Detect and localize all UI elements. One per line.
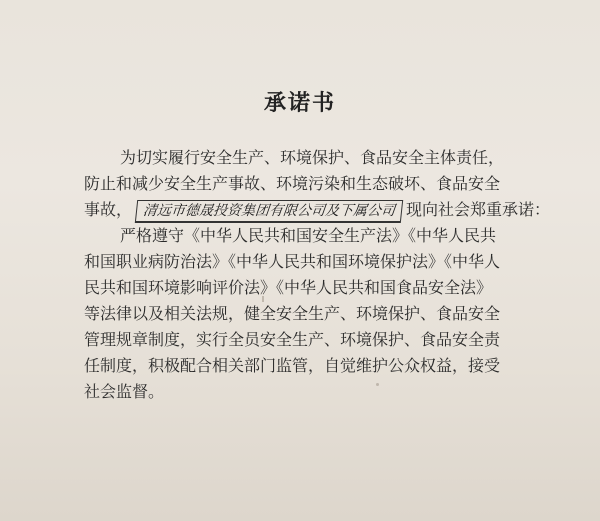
body-line-10: 社会监督。 <box>84 382 165 401</box>
line-3-prefix: 事故， <box>84 200 133 219</box>
body-line-6: 民共和国环境影响评价法》《中华人民共和国食品安全法》 <box>84 278 493 297</box>
body-line-2: 防止和减少安全生产事故、环境污染和生态破坏、食品安全 <box>84 174 501 193</box>
line-3-suffix: 现向社会郑重承诺： <box>406 200 551 219</box>
body-line-3 <box>84 197 554 223</box>
document-title: 承诺书 <box>263 90 336 116</box>
body-line-5: 和国职业病防治法》《中华人民共和国环境保护法》《中华人 <box>84 252 501 271</box>
body-line-8: 管理规章制度，实行全员安全生产、环境保护、食品安全责 <box>84 330 501 349</box>
handwritten-company-name: 清远市德晟投资集团有限公司及下属公司 <box>135 200 403 223</box>
body-line-1: 为切实履行安全生产、环境保护、食品安全主体责任， <box>120 148 505 167</box>
document-body <box>84 145 554 405</box>
body-line-7: 等法律以及相关法规，健全安全生产、环境保护、食品安全 <box>84 304 501 323</box>
body-line-9: 任制度，积极配合相关部门监管，自觉维护公众权益，接受 <box>84 356 501 375</box>
body-line-4: 严格遵守《中华人民共和国安全生产法》《中华人民共 <box>120 226 497 245</box>
